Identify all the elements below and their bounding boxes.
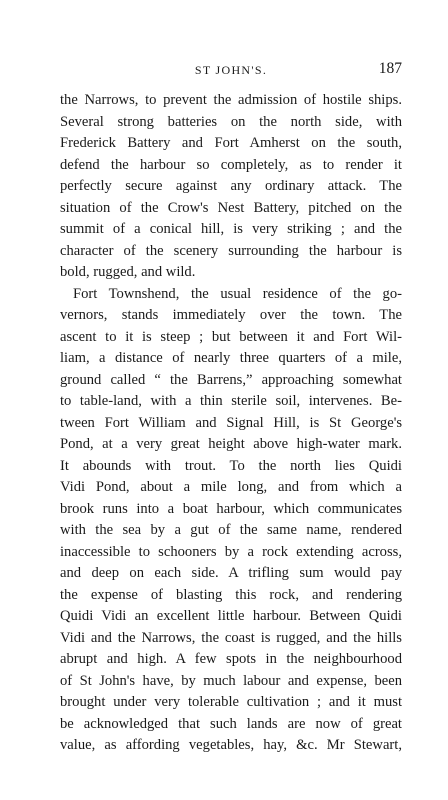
text-line: tween Fort William and Signal Hill, is St George's bbox=[60, 414, 402, 431]
text-line: and deep on each side. A trifling sum would pay bbox=[60, 565, 402, 581]
text-line: perfectly secure against any ordinary attack. The bbox=[60, 178, 402, 194]
text-line: Vidi Pond, about a mile long, and from which a bbox=[60, 479, 402, 495]
text-line: defend the harbour so completely, as to render it bbox=[60, 156, 402, 173]
paragraph-1 bbox=[60, 90, 402, 284]
text-line: of St John's have, by much labour and expense, been bbox=[60, 672, 402, 689]
text-line: ground called “ the Barrens,” approaching somewhat bbox=[60, 371, 402, 388]
running-head bbox=[60, 60, 402, 80]
text-line: summit of a conical hill, is very striking ; and the bbox=[60, 221, 402, 237]
text-line: situation of the Crow's Nest Battery, pitched on the bbox=[60, 199, 402, 216]
text-line: the expense of blasting this rock, and rendering bbox=[60, 586, 402, 603]
paragraph-2 bbox=[60, 284, 402, 757]
text-line: brought under very tolerable cultivation ; and it must bbox=[60, 694, 402, 710]
text-line: inaccessible to schooners by a rock extending across, bbox=[60, 543, 402, 560]
text-line: the Narrows, to prevent the admission of hostile ships. bbox=[60, 92, 402, 108]
running-title: ST JOHN'S. bbox=[194, 63, 268, 77]
text-line: be acknowledged that such lands are now of great bbox=[60, 715, 402, 732]
text-line: with the sea by a gut of the same name, rendered bbox=[60, 522, 402, 538]
text-line: liam, a distance of nearly three quarters of a mile, bbox=[60, 350, 402, 366]
text-line: Frederick Battery and Fort Amherst on the south, bbox=[60, 135, 402, 151]
body-text bbox=[60, 90, 402, 757]
text-line: Vidi and the Narrows, the coast is rugged, and the hills bbox=[60, 629, 402, 646]
page-number: 187 bbox=[378, 60, 402, 77]
text-line: brook runs into a boat harbour, which communicates bbox=[60, 500, 402, 517]
text-line: character of the scenery surrounding the harbour is bbox=[60, 242, 402, 259]
text-line: to table-land, with a thin sterile soil, intervenes. Be- bbox=[60, 393, 402, 409]
text-line: It abounds with trout. To the north lies Quidi bbox=[60, 457, 402, 474]
text-line: Fort Townshend, the usual residence of the go- bbox=[73, 285, 402, 302]
text-line: vernors, stands immediately over the town. The bbox=[60, 307, 402, 323]
text-line: Several strong batteries on the north side, with bbox=[60, 113, 402, 130]
text-line: abrupt and high. A few spots in the neighbourhood bbox=[60, 651, 402, 667]
text-line: value, as affording vegetables, hay, &c. Mr Stewart, bbox=[60, 737, 402, 753]
text-line: ascent to it is steep ; but between it and Fort Wil- bbox=[60, 328, 402, 345]
text-line: Pond, at a very great height above high-water mark. bbox=[60, 436, 402, 452]
text-line: Quidi Vidi an excellent little harbour. Between Quidi bbox=[60, 608, 402, 624]
text-line: bold, rugged, and wild. bbox=[60, 264, 196, 280]
